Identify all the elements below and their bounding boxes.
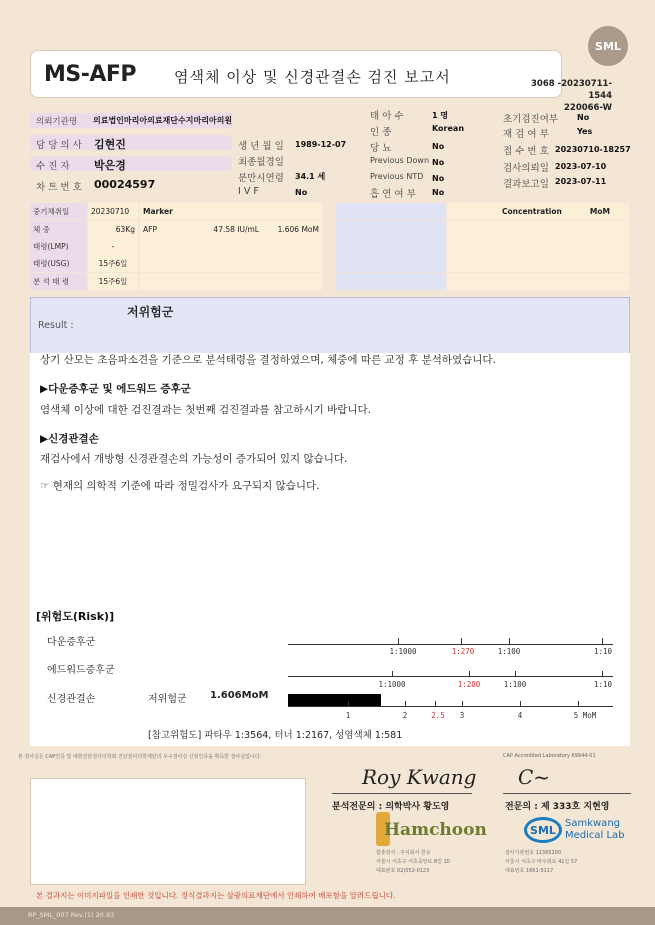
specialist-label: 전문의 : 제 333호 지현영 xyxy=(505,802,610,812)
ntd-tick-label: 3 xyxy=(459,711,465,720)
usg-ga-value: 15주6일 xyxy=(88,255,138,272)
marker-name: AFP xyxy=(140,221,195,238)
ntd-heading: ▶신경관결손 xyxy=(40,433,99,445)
ntd-tick-label: 4 xyxy=(517,711,523,720)
diabetes-value: No xyxy=(432,142,445,151)
ntd-tick xyxy=(435,701,436,707)
edwards-tick-label: 1:1000 xyxy=(378,680,406,689)
weight-date-value: 20230710 xyxy=(88,203,138,220)
down-tick-label: 1:100 xyxy=(497,647,521,656)
down-tick-label: 1:10 xyxy=(593,647,613,656)
report-title: 염색체 이상 및 신경관결손 검진 보고서 xyxy=(174,68,451,86)
down-tick xyxy=(509,638,510,644)
weight-value: 63Kg xyxy=(88,221,138,238)
analysis-ga-value: 15주6일 xyxy=(88,273,138,290)
report-code: MS-AFP xyxy=(44,62,137,87)
ntd-tick-label: 5 MoM xyxy=(573,711,597,720)
first-test-label: 초기검진여부 xyxy=(503,114,559,125)
institution-value: 의료법인마리아의료재단수지마리아의원 xyxy=(93,116,233,125)
age-value: 34.1 세 xyxy=(295,172,326,181)
ntd-label: 신경관결손 xyxy=(47,694,96,705)
down-tick xyxy=(461,638,462,644)
sml-lab-logo-mark: SML xyxy=(524,817,562,843)
blank-blue-cell xyxy=(336,221,446,238)
lmp-ga-label: 태령(LMP) xyxy=(30,238,87,255)
sml-lab-logo-text xyxy=(565,818,625,842)
age-label: 분만시연령 xyxy=(238,173,284,184)
edwards-tick-label: 1:200 xyxy=(457,680,481,689)
reference-number xyxy=(522,78,612,114)
blank-blue-cell xyxy=(336,273,446,290)
lmp-ga-value: - xyxy=(88,238,138,255)
chart-value: 00024597 xyxy=(94,178,156,191)
usg-ga-label: 태령(USG) xyxy=(30,255,87,272)
cap-accreditation: CAP Accredited Laboratory 69944-01 xyxy=(503,753,596,759)
institution-label: 의뢰기관명 xyxy=(36,117,78,127)
first-test-value: No xyxy=(577,113,590,122)
signature-line xyxy=(332,793,472,794)
ntd-tick xyxy=(348,701,349,707)
hamchoon-address-line: 대표번호 02)552-0123 xyxy=(376,868,430,874)
sml-lab-name: Samkwang xyxy=(565,818,620,829)
retest-value: Yes xyxy=(577,127,593,136)
sml-lab-address-line: 대표번호 1661-5117 xyxy=(505,868,554,874)
marker-empty-row xyxy=(140,255,322,272)
ntd-tick-label: 2 xyxy=(402,711,408,720)
ntd-tick xyxy=(462,701,463,707)
mom-header: MoM xyxy=(589,207,610,216)
down-tick-label: 1:270 xyxy=(451,647,475,656)
blank-blue-cell xyxy=(336,238,446,255)
birth-value: 1989-12-07 xyxy=(295,140,347,149)
ntd-tick xyxy=(578,701,579,707)
weight-date-label: 중기채취일 xyxy=(30,203,87,220)
receipt-value: 20230710-18257 xyxy=(555,145,631,154)
comment-box xyxy=(30,778,306,885)
ntd-result: 저위험군 xyxy=(148,694,187,705)
reference-line-2: 220066-W xyxy=(563,103,612,113)
down-tick-label: 1:1000 xyxy=(389,647,417,656)
report-date-label: 결과보고일 xyxy=(503,179,549,190)
reference-line-1: 3068 -20230711-1544 xyxy=(531,79,612,101)
document-code: RP_SML_007 Rev.(1) 20.93 xyxy=(28,911,115,919)
receipt-label: 접 수 번 호 xyxy=(503,146,549,157)
ntd-mom: 1.606MoM xyxy=(210,690,269,701)
marker-empty-row xyxy=(140,238,322,255)
hamchoon-logo-text: Hamchoon xyxy=(384,820,487,840)
doctor-value: 김현진 xyxy=(94,138,126,151)
blank-cream-cell xyxy=(447,273,629,290)
analyst-signature: Roy Kwang xyxy=(362,765,477,789)
accreditation-note: 본 검사실은 CAP인증 및 대한진단검사의학회 진단검사의학재단의 우수검사실 신임인증을 획득한 검사실입니다. xyxy=(18,754,262,760)
analyst-label: 분석전문의 : 의학박사 황도영 xyxy=(332,802,450,812)
marker-concentration: 47.58 IU/mL xyxy=(195,221,262,238)
prev-down-value: No xyxy=(432,158,445,167)
hamchoon-address-line: 서울시 서초구 서초중앙로 8길 10 xyxy=(376,859,450,865)
diabetes-label: 당 뇨 xyxy=(370,143,392,154)
race-value: Korean xyxy=(432,124,465,133)
chart-label: 차 트 번 호 xyxy=(36,182,82,193)
smoking-label: 흡 연 여 부 xyxy=(370,189,416,200)
marker-header: Marker xyxy=(140,203,322,220)
sml-lab-address xyxy=(505,849,577,876)
blank-cream-cell xyxy=(447,238,629,255)
sml-logo: SML xyxy=(588,26,628,66)
down-edwards-heading: ▶다운증후군 및 에드워드 증후군 xyxy=(40,383,191,395)
sml-lab-address-line: 서울시 서초구 바우뫼로 41길 57 xyxy=(505,859,578,865)
edwards-tick xyxy=(602,671,603,677)
weight-label: 체 중 xyxy=(30,221,87,238)
ntd-tick-label: 1 xyxy=(345,711,351,720)
specialist-signature: C~ xyxy=(518,765,551,789)
marker-mom: 1.606 MoM xyxy=(262,221,322,238)
doctor-label: 담 당 의 사 xyxy=(36,140,82,151)
reference-risk: [참고위험도] 파타우 1:3564, 터너 1:2167, 성염색체 1:581 xyxy=(148,730,403,741)
sml-lab-sub: Medical Lab xyxy=(565,830,625,841)
fetus-value: 1 명 xyxy=(432,111,449,120)
down-scale-axis xyxy=(288,644,613,645)
print-notice: 본 결과지는 이미지파일을 인쇄한 것입니다. 정식결과지는 삼광의료재단에서 인쇄하여 배포함을 알려드립니다. xyxy=(36,891,396,900)
request-date-value: 2023-07-10 xyxy=(555,162,607,171)
result-label: Result : xyxy=(38,320,74,331)
fetus-label: 태 아 수 xyxy=(370,111,404,122)
edwards-tick xyxy=(469,671,470,677)
hamchoon-address-line: 함춘검사 · 주식회사 한유 xyxy=(376,850,431,856)
down-tick xyxy=(602,638,603,644)
result-value: 저위험군 xyxy=(127,305,174,319)
edwards-tick xyxy=(392,671,393,677)
ntd-tick-label: 2.5 xyxy=(431,711,445,720)
blank-blue-cell xyxy=(336,255,446,272)
edwards-label: 에드워드증후군 xyxy=(47,665,115,676)
blank-blue-cell xyxy=(336,203,446,220)
request-date-label: 검사의뢰일 xyxy=(503,163,549,174)
marker-empty-row xyxy=(140,273,322,290)
prev-ntd-label: Previous NTD xyxy=(370,172,424,181)
concentration-header-cell xyxy=(447,203,629,220)
prev-ntd-value: No xyxy=(432,174,445,183)
blank-cream-cell xyxy=(447,255,629,272)
sml-lab-address-line: 검사기관번호 11365200 xyxy=(505,850,562,856)
signature-line xyxy=(503,793,631,794)
ntd-text: 재검사에서 개방형 신경관결손의 가능성이 증가되어 있지 않습니다. xyxy=(40,453,348,465)
result-box xyxy=(30,297,630,354)
ivf-label: I V F xyxy=(238,186,259,197)
down-label: 다운증후군 xyxy=(47,637,96,648)
smoking-value: No xyxy=(432,188,445,197)
ntd-result-bar xyxy=(288,694,381,706)
edwards-tick-label: 1:10 xyxy=(593,680,613,689)
birth-label: 생 년 월 일 xyxy=(238,141,284,152)
ivf-value: No xyxy=(295,188,308,197)
blank-cream-cell xyxy=(447,221,629,238)
retest-label: 재 검 여 부 xyxy=(503,129,549,140)
patient-label: 수 진 자 xyxy=(36,161,70,172)
report-date-value: 2023-07-11 xyxy=(555,177,607,186)
prev-down-label: Previous Down xyxy=(370,156,430,165)
concentration-header: Concentration xyxy=(502,207,562,216)
edwards-scale-axis xyxy=(288,676,613,677)
analysis-ga-label: 분 석 태 령 xyxy=(30,273,87,290)
down-tick xyxy=(398,638,399,644)
risk-title: [위험도(Risk)] xyxy=(36,610,115,623)
ntd-tick xyxy=(405,701,406,707)
ntd-tick xyxy=(520,701,521,707)
analysis-note: 상기 산모는 초음파소견을 기준으로 분석태령을 결정하였으며, 체중에 따른 교정 후 분석하였습니다. xyxy=(40,354,496,366)
lmp-label: 최종월경일 xyxy=(238,157,284,168)
hamchoon-address xyxy=(376,849,450,876)
down-edwards-text: 염색체 이상에 대한 검진결과는 첫번째 검진결과를 참고하시기 바랍니다. xyxy=(40,404,371,416)
recommendation-text: ☞ 현재의 의학적 기준에 따라 정밀검사가 요구되지 않습니다. xyxy=(40,480,320,492)
patient-value: 박은경 xyxy=(94,159,126,172)
race-label: 인 종 xyxy=(370,127,392,138)
ntd-scale-axis xyxy=(288,706,613,707)
edwards-tick xyxy=(515,671,516,677)
edwards-tick-label: 1:100 xyxy=(503,680,527,689)
